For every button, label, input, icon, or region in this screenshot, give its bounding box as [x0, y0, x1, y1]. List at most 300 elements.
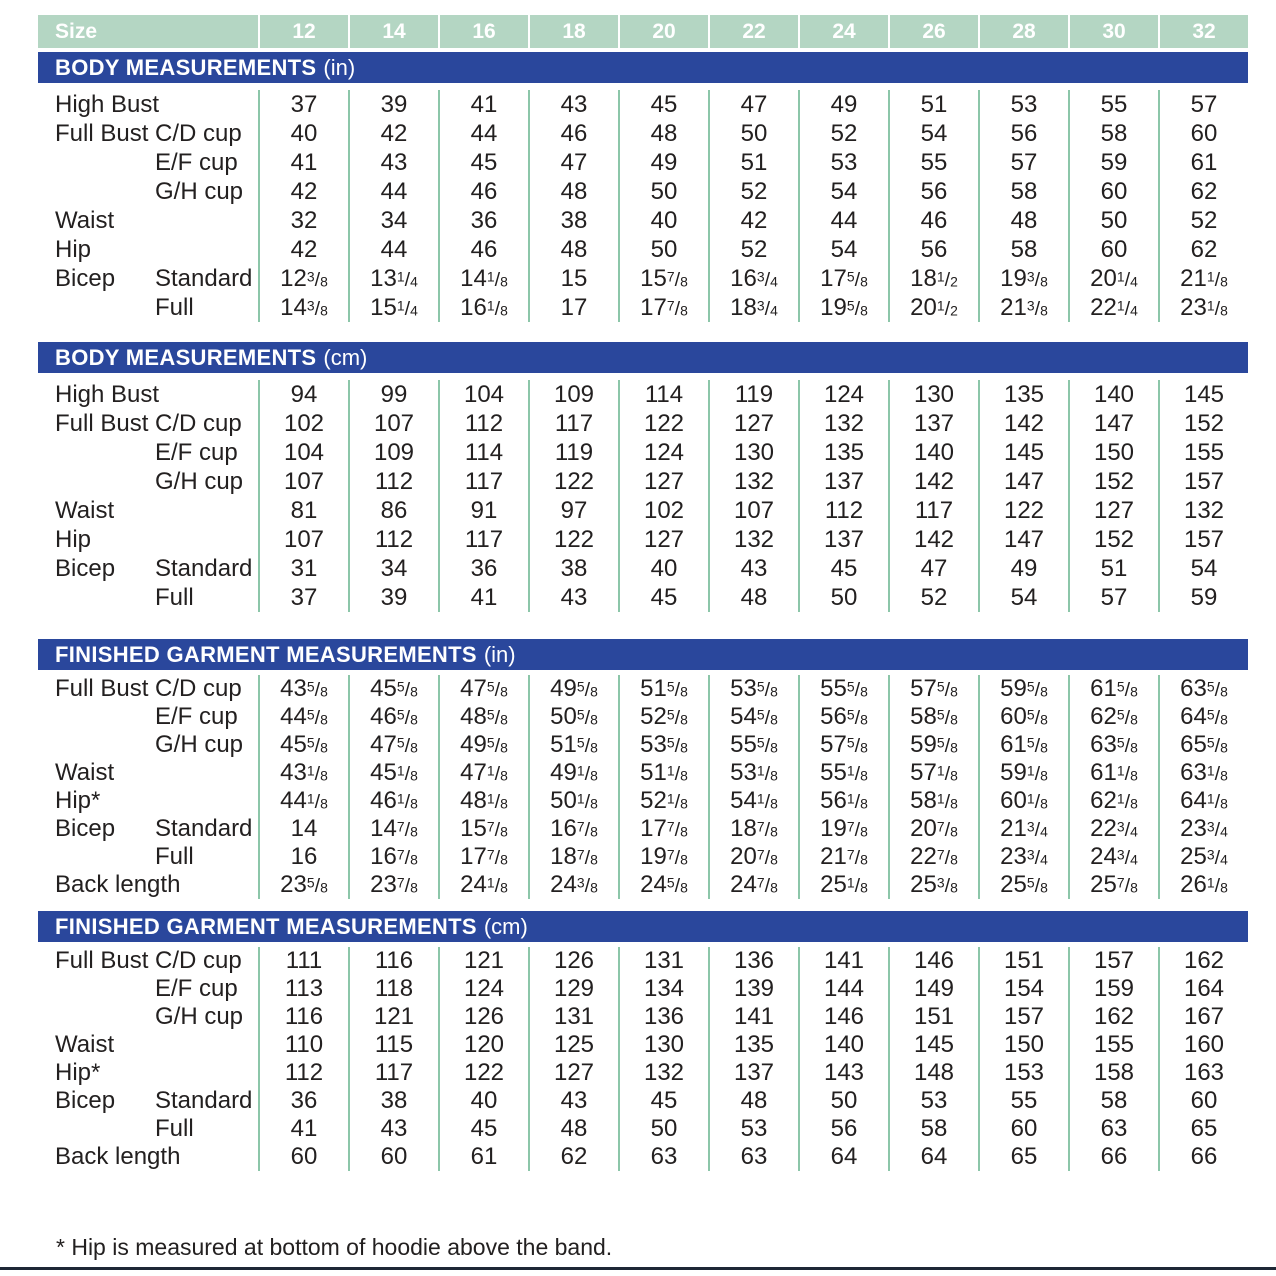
row-sublabel: G/H cup [155, 731, 244, 758]
table-row [38, 815, 1248, 843]
value-cell: 55 $^1/_8$ [798, 759, 888, 787]
value-cell: 64 $^1/_8$ [1158, 787, 1248, 815]
value-cell: 54 $^5/_8$ [708, 703, 798, 731]
table-row [38, 409, 1248, 438]
value-cell: 58 [1068, 1087, 1158, 1115]
value-cell: 129 [528, 975, 618, 1003]
size-column-header: 30 [1068, 15, 1158, 48]
value-cell: 42 [258, 235, 348, 264]
row-sublabel: C/D cup [155, 947, 242, 974]
row-label: Back length [55, 1143, 181, 1170]
value-cell: 65 [1158, 1115, 1248, 1143]
value-cell: 42 [708, 206, 798, 235]
value-cell: 44 $^1/_8$ [258, 787, 348, 815]
value-cell: 122 [528, 525, 618, 554]
value-cell: 24 $^5/_8$ [618, 871, 708, 899]
value-cell: 131 [618, 947, 708, 975]
value-cell: 167 [1158, 1003, 1248, 1031]
row-sublabel: G/H cup [155, 467, 244, 495]
value-cell: 47 $^1/_8$ [438, 759, 528, 787]
value-cell: 118 [348, 975, 438, 1003]
value-cell: 60 [1158, 1087, 1248, 1115]
value-cell: 15 [528, 264, 618, 293]
value-cell: 151 [888, 1003, 978, 1031]
row-labels [38, 1115, 258, 1143]
value-cell: 112 [348, 525, 438, 554]
value-cell: 137 [708, 1059, 798, 1087]
value-cell: 37 [258, 583, 348, 612]
table-row [38, 1031, 1248, 1059]
value-cell: 54 [798, 177, 888, 206]
value-cell: 25 $^7/_8$ [1068, 871, 1158, 899]
value-cell: 146 [888, 947, 978, 975]
value-cell: 146 [798, 1003, 888, 1031]
row-label: Bicep [55, 815, 116, 842]
table-row [38, 1059, 1248, 1087]
value-cell: 47 $^5/_8$ [438, 675, 528, 703]
value-cell: 60 [978, 1115, 1068, 1143]
table-row [38, 119, 1248, 148]
table-row [38, 975, 1248, 1003]
size-column-header: 26 [888, 15, 978, 48]
value-cell: 52 $^1/_8$ [618, 787, 708, 815]
value-cell: 117 [438, 525, 528, 554]
row-sublabel: Full [155, 583, 194, 611]
value-cell: 60 $^5/_8$ [978, 703, 1068, 731]
value-cell: 55 [1068, 90, 1158, 119]
value-cell: 55 $^5/_8$ [708, 731, 798, 759]
value-cell: 59 $^5/_8$ [888, 731, 978, 759]
row-labels [38, 525, 258, 554]
row-sublabel: E/F cup [155, 703, 238, 730]
table-row [38, 759, 1248, 787]
value-cell: 41 [258, 1115, 348, 1143]
value-cell: 50 [798, 583, 888, 612]
value-cell: 125 [528, 1031, 618, 1059]
value-cell: 25 $^5/_8$ [978, 871, 1068, 899]
row-sublabel: E/F cup [155, 438, 238, 466]
row-label: Back length [55, 871, 181, 898]
value-cell: 45 [798, 554, 888, 583]
value-cell: 20 $^7/_8$ [888, 815, 978, 843]
value-cell: 43 [528, 1087, 618, 1115]
value-cell: 109 [348, 438, 438, 467]
row-label: Full Bust [55, 409, 149, 437]
value-cell: 155 [1158, 438, 1248, 467]
value-cell: 110 [258, 1031, 348, 1059]
value-cell: 38 [528, 206, 618, 235]
value-cell: 63 $^1/_8$ [1158, 759, 1248, 787]
value-cell: 59 $^5/_8$ [978, 675, 1068, 703]
table-row [38, 675, 1248, 703]
row-labels [38, 90, 258, 119]
value-cell: 61 $^1/_8$ [1068, 759, 1158, 787]
value-cell: 127 [1068, 496, 1158, 525]
section-header-bar [38, 911, 1248, 942]
section-body-measurements-cm [38, 342, 1248, 619]
value-cell: 44 [348, 177, 438, 206]
value-cell: 137 [798, 525, 888, 554]
row-labels [38, 264, 258, 293]
value-cell: 115 [348, 1031, 438, 1059]
row-labels [38, 731, 258, 759]
value-cell: 120 [438, 1031, 528, 1059]
value-cell: 62 [1158, 235, 1248, 264]
hip-footnote: * Hip is measured at bottom of hoodie above the band. [56, 1234, 613, 1260]
value-cell: 25 $^3/_8$ [888, 871, 978, 899]
value-cell: 126 [528, 947, 618, 975]
value-cell: 127 [618, 525, 708, 554]
value-cell: 34 [348, 554, 438, 583]
value-cell: 50 [618, 1115, 708, 1143]
value-cell: 38 [528, 554, 618, 583]
table-row [38, 380, 1248, 409]
value-cell: 46 $^1/_8$ [348, 787, 438, 815]
value-cell: 50 [618, 235, 708, 264]
size-column-header: 20 [618, 15, 708, 48]
value-cell: 141 [708, 1003, 798, 1031]
value-cell: 127 [528, 1059, 618, 1087]
value-cell: 157 [978, 1003, 1068, 1031]
value-cell: 48 [528, 177, 618, 206]
value-cell: 49 [618, 148, 708, 177]
section-rows [38, 942, 1248, 1176]
value-cell: 48 [528, 1115, 618, 1143]
table-row [38, 90, 1248, 119]
section-title: FINISHED GARMENT MEASUREMENTS [55, 642, 477, 667]
value-cell: 20 $^1/_2$ [888, 293, 978, 322]
value-cell: 124 [798, 380, 888, 409]
value-cell: 60 [258, 1143, 348, 1171]
section-rows [38, 373, 1248, 619]
value-cell: 19 $^7/_8$ [618, 843, 708, 871]
value-cell: 43 [528, 583, 618, 612]
value-cell: 117 [348, 1059, 438, 1087]
row-labels [38, 1087, 258, 1115]
row-label: Hip [55, 525, 92, 553]
value-cell: 127 [618, 467, 708, 496]
value-cell: 52 [708, 177, 798, 206]
value-cell: 65 [978, 1143, 1068, 1171]
value-cell: 56 [888, 235, 978, 264]
value-cell: 121 [348, 1003, 438, 1031]
value-cell: 65 $^5/_8$ [1158, 731, 1248, 759]
value-cell: 20 $^7/_8$ [708, 843, 798, 871]
value-cell: 42 [258, 177, 348, 206]
row-labels [38, 947, 258, 975]
value-cell: 162 [1068, 1003, 1158, 1031]
value-cell: 60 [1158, 119, 1248, 148]
value-cell: 53 $^5/_8$ [618, 731, 708, 759]
value-cell: 16 $^1/_8$ [438, 293, 528, 322]
value-cell: 140 [798, 1031, 888, 1059]
section-unit: (in) [323, 55, 356, 80]
value-cell: 48 [708, 583, 798, 612]
value-cell: 132 [798, 409, 888, 438]
value-cell: 86 [348, 496, 438, 525]
value-cell: 97 [528, 496, 618, 525]
value-cell: 54 $^1/_8$ [708, 787, 798, 815]
value-cell: 51 [708, 148, 798, 177]
value-cell: 47 [708, 90, 798, 119]
value-cell: 47 [888, 554, 978, 583]
value-cell: 157 [1068, 947, 1158, 975]
value-cell: 44 [438, 119, 528, 148]
value-cell: 40 [618, 206, 708, 235]
row-labels [38, 119, 258, 148]
value-cell: 40 [258, 119, 348, 148]
value-cell: 34 [348, 206, 438, 235]
value-cell: 48 $^5/_8$ [438, 703, 528, 731]
value-cell: 102 [618, 496, 708, 525]
table-row [38, 1087, 1248, 1115]
value-cell: 56 $^1/_8$ [798, 787, 888, 815]
value-cell: 112 [438, 409, 528, 438]
value-cell: 43 [528, 90, 618, 119]
value-cell: 43 [348, 148, 438, 177]
row-sublabel: C/D cup [155, 409, 242, 437]
value-cell: 45 $^1/_8$ [348, 759, 438, 787]
value-cell: 114 [618, 380, 708, 409]
row-label: Bicep [55, 554, 116, 582]
row-labels [38, 235, 258, 264]
value-cell: 151 [978, 947, 1068, 975]
value-cell: 50 [618, 177, 708, 206]
value-cell: 37 [258, 90, 348, 119]
value-cell: 152 [1068, 467, 1158, 496]
value-cell: 52 [888, 583, 978, 612]
value-cell: 48 [708, 1087, 798, 1115]
value-cell: 18 $^7/_8$ [528, 843, 618, 871]
value-cell: 107 [258, 525, 348, 554]
row-label: High Bust [55, 380, 160, 408]
row-label: Hip [55, 235, 92, 263]
value-cell: 23 $^1/_8$ [1158, 293, 1248, 322]
value-cell: 147 [978, 467, 1068, 496]
value-cell: 60 [348, 1143, 438, 1171]
value-cell: 41 [438, 90, 528, 119]
value-cell: 45 $^5/_8$ [348, 675, 438, 703]
value-cell: 56 [798, 1115, 888, 1143]
row-labels [38, 380, 258, 409]
row-labels [38, 293, 258, 322]
value-cell: 61 [438, 1143, 528, 1171]
value-cell: 144 [798, 975, 888, 1003]
value-cell: 135 [708, 1031, 798, 1059]
value-cell: 16 $^3/_4$ [708, 264, 798, 293]
value-cell: 104 [258, 438, 348, 467]
value-cell: 52 [1158, 206, 1248, 235]
value-cell: 53 [798, 148, 888, 177]
value-cell: 25 $^1/_8$ [798, 871, 888, 899]
section-unit: (in) [483, 642, 516, 667]
value-cell: 132 [708, 525, 798, 554]
value-cell: 63 [1068, 1115, 1158, 1143]
value-cell: 61 $^5/_8$ [978, 731, 1068, 759]
value-cell: 50 [1068, 206, 1158, 235]
value-cell: 57 $^1/_8$ [888, 759, 978, 787]
value-cell: 45 [618, 583, 708, 612]
value-cell: 130 [888, 380, 978, 409]
value-cell: 17 $^7/_8$ [618, 815, 708, 843]
row-label: Full Bust [55, 675, 149, 702]
value-cell: 55 $^5/_8$ [798, 675, 888, 703]
value-cell: 45 [438, 1115, 528, 1143]
value-cell: 46 [438, 177, 528, 206]
value-cell: 140 [888, 438, 978, 467]
section-header-bar [38, 52, 1248, 83]
section-rows [38, 670, 1248, 904]
value-cell: 122 [438, 1059, 528, 1087]
value-cell: 17 $^5/_8$ [798, 264, 888, 293]
value-cell: 153 [978, 1059, 1068, 1087]
value-cell: 48 [618, 119, 708, 148]
value-cell: 119 [708, 380, 798, 409]
value-cell: 60 $^1/_8$ [978, 787, 1068, 815]
row-labels [38, 496, 258, 525]
table-row [38, 525, 1248, 554]
table-row [38, 1003, 1248, 1031]
row-labels [38, 554, 258, 583]
value-cell: 50 [798, 1087, 888, 1115]
value-cell: 113 [258, 975, 348, 1003]
row-sublabel: Standard [155, 1087, 253, 1114]
table-row [38, 583, 1248, 612]
value-cell: 54 [888, 119, 978, 148]
value-cell: 53 $^5/_8$ [708, 675, 798, 703]
section-title: BODY MEASUREMENTS [55, 55, 317, 80]
value-cell: 107 [348, 409, 438, 438]
value-cell: 48 [528, 235, 618, 264]
section-title: FINISHED GARMENT MEASUREMENTS [55, 914, 477, 939]
value-cell: 62 [528, 1143, 618, 1171]
table-row [38, 703, 1248, 731]
value-cell: 64 [798, 1143, 888, 1171]
size-chart-table [38, 15, 1248, 1176]
row-labels [38, 1059, 258, 1087]
table-row [38, 1115, 1248, 1143]
value-cell: 58 $^5/_8$ [888, 703, 978, 731]
value-cell: 55 [978, 1087, 1068, 1115]
value-cell: 147 [1068, 409, 1158, 438]
value-cell: 137 [798, 467, 888, 496]
value-cell: 51 $^5/_8$ [618, 675, 708, 703]
table-row [38, 467, 1248, 496]
value-cell: 131 [528, 1003, 618, 1031]
value-cell: 117 [438, 467, 528, 496]
row-sublabel: G/H cup [155, 177, 244, 205]
value-cell: 158 [1068, 1059, 1158, 1087]
value-cell: 58 [978, 235, 1068, 264]
value-cell: 45 [618, 90, 708, 119]
size-column-header: 32 [1158, 15, 1248, 48]
value-cell: 124 [618, 438, 708, 467]
value-cell: 112 [798, 496, 888, 525]
table-row [38, 1143, 1248, 1171]
table-row [38, 787, 1248, 815]
bottom-divider [0, 1267, 1276, 1270]
row-labels [38, 438, 258, 467]
value-cell: 24 $^3/_4$ [1068, 843, 1158, 871]
value-cell: 91 [438, 496, 528, 525]
value-cell: 63 $^5/_8$ [1068, 731, 1158, 759]
value-cell: 21 $^1/_8$ [1158, 264, 1248, 293]
value-cell: 163 [1158, 1059, 1248, 1087]
value-cell: 159 [1068, 975, 1158, 1003]
value-cell: 51 $^5/_8$ [528, 731, 618, 759]
value-cell: 31 [258, 554, 348, 583]
value-cell: 36 [258, 1087, 348, 1115]
value-cell: 66 [1158, 1143, 1248, 1171]
value-cell: 56 [978, 119, 1068, 148]
row-label: Hip* [55, 1059, 101, 1086]
size-column-header: 24 [798, 15, 888, 48]
value-cell: 52 $^5/_8$ [618, 703, 708, 731]
value-cell: 25 $^3/_4$ [1158, 843, 1248, 871]
value-cell: 24 $^7/_8$ [708, 871, 798, 899]
value-cell: 61 [1158, 148, 1248, 177]
value-cell: 60 [1068, 235, 1158, 264]
value-cell: 58 $^1/_8$ [888, 787, 978, 815]
value-cell: 49 [978, 554, 1068, 583]
row-labels [38, 583, 258, 612]
value-cell: 24 $^1/_8$ [438, 871, 528, 899]
value-cell: 41 [438, 583, 528, 612]
size-column-header: 16 [438, 15, 528, 48]
value-cell: 12 $^3/_8$ [258, 264, 348, 293]
value-cell: 22 $^1/_4$ [1068, 293, 1158, 322]
value-cell: 54 [1158, 554, 1248, 583]
value-cell: 21 $^3/_4$ [978, 815, 1068, 843]
value-cell: 39 [348, 90, 438, 119]
value-cell: 22 $^3/_4$ [1068, 815, 1158, 843]
value-cell: 47 [528, 148, 618, 177]
value-cell: 132 [1158, 496, 1248, 525]
row-labels [38, 975, 258, 1003]
row-sublabel: Standard [155, 815, 253, 842]
value-cell: 49 $^1/_8$ [528, 759, 618, 787]
table-row [38, 148, 1248, 177]
row-labels [38, 675, 258, 703]
value-cell: 15 $^7/_8$ [618, 264, 708, 293]
value-cell: 162 [1158, 947, 1248, 975]
row-label: High Bust [55, 90, 160, 118]
row-labels [38, 703, 258, 731]
value-cell: 36 [438, 554, 528, 583]
value-cell: 99 [348, 380, 438, 409]
row-label: Waist [55, 759, 115, 786]
table-row [38, 206, 1248, 235]
value-cell: 15 $^1/_4$ [348, 293, 438, 322]
value-cell: 43 [348, 1115, 438, 1143]
size-column-header: 14 [348, 15, 438, 48]
value-cell: 164 [1158, 975, 1248, 1003]
row-labels [38, 1031, 258, 1059]
value-cell: 54 [978, 583, 1068, 612]
section-header-bar [38, 639, 1248, 670]
value-cell: 46 [438, 235, 528, 264]
value-cell: 102 [258, 409, 348, 438]
table-row [38, 496, 1248, 525]
value-cell: 122 [618, 409, 708, 438]
value-cell: 53 [888, 1087, 978, 1115]
table-row [38, 235, 1248, 264]
value-cell: 122 [528, 467, 618, 496]
value-cell: 64 $^5/_8$ [1158, 703, 1248, 731]
size-column-header: 28 [978, 15, 1068, 48]
value-cell: 19 $^5/_8$ [798, 293, 888, 322]
value-cell: 152 [1068, 525, 1158, 554]
